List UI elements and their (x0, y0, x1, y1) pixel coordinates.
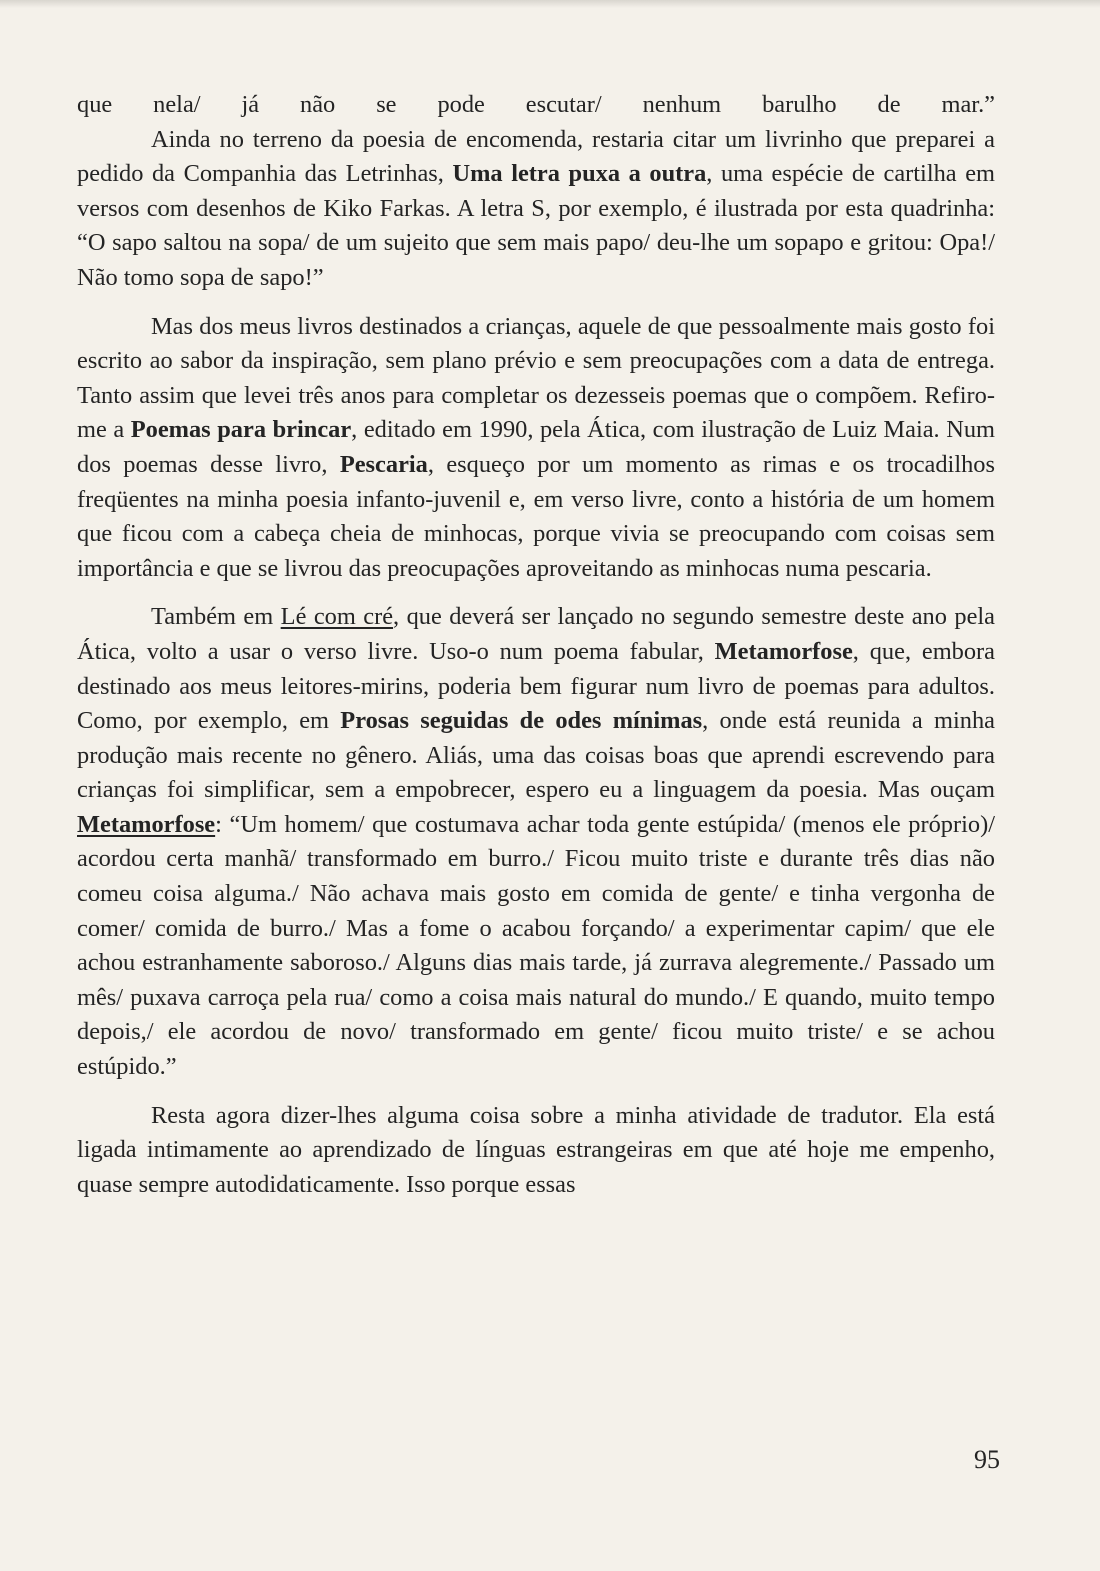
text-run: Ainda no terreno da poesia de encomenda, restaria citar um livrinho que preparei a pedido da Companhia das Letrinhas, (77, 125, 995, 188)
bold-title: Uma letra puxa a outra (452, 160, 707, 188)
bold-title: Prosas seguidas de odes mínimas (340, 707, 703, 735)
text-run: : “Um homem/ que costumava achar toda gente estúpida/ (menos ele próprio)/ acordou certa manhã/ transformado em burro./ Ficou muito triste e durante três dias não comeu coisa alguma./ Não achava mais gosto em comida de gente/ e tinha vergonha de comer/ comida de burro./ Mas a fome o acabou forçando/ a experimentar capim/ que ele achou estranhamente saboroso./ Alguns dias mais tarde, já zurrava alegremente./ Passado um mês/ puxava carroça pela rua/ como a coisa mais natural do mundo./ E quando, muito tempo depois,/ ele acordou de novo/ transformado em gente/ ficou muito triste/ e se achou estúpido.” (77, 810, 995, 1081)
underlined-title: Lé com cré (280, 603, 394, 631)
paragraph-2 (77, 310, 995, 587)
text-run: que nela/ já não se pode escutar/ nenhum barulho de mar.” (77, 91, 995, 118)
paragraph-1 (77, 123, 995, 296)
page-number: 95 (974, 1445, 1000, 1474)
paragraph-3 (77, 600, 995, 1084)
text-run: , que deverá ser lançado no segundo semestre deste ano pela Ática, volto a usar o verso livre. Uso-o num poema fabular, (77, 603, 996, 665)
bold-title: Pescaria (339, 450, 428, 478)
text-run: Mas dos meus livros destinados a crianças, aquele de que pessoalmente mais gosto foi escrito ao sabor da inspiração, sem plano prévio e sem preocupações com a data de entrega. Tanto assim que levei três anos para completar os dezesseis poemas que o compõem. Refiro-me a (77, 312, 995, 444)
body-text (77, 88, 995, 1202)
text-run: , onde está reunida a minha produção mais recente no gênero. Aliás, uma das coisas boas que aprendi escrevendo para crianças foi simplificar, sem a empobrecer, espero eu a linguagem da poesia. Mas ouçam (77, 707, 995, 804)
bold-underlined-title: Metamorfose (77, 810, 216, 838)
text-run: , editado em 1990, pela Ática, com ilustração de Luiz Maia. Num dos poemas desse livro, (77, 416, 995, 478)
text-run: Resta agora dizer-lhes alguma coisa sobre a minha atividade de tradutor. Ela está ligada intimamente ao aprendizado de línguas estrangeiras em que até hoje me empenho, quase sempre autodidaticamente. Isso porque essas (77, 1101, 995, 1198)
text-run: Também em (151, 603, 281, 631)
bold-title: Poemas para brincar (130, 416, 352, 444)
bold-title: Metamorfose (714, 637, 853, 665)
paragraph-0 (77, 88, 995, 123)
paragraph-4 (77, 1099, 995, 1203)
page-top-edge (0, 0, 1100, 8)
text-run: , esqueço por um momento as rimas e os trocadilhos freqüentes na minha poesia infanto-juvenil e, em verso livre, conto a história de um homem que ficou com a cabeça cheia de minhocas, porque vivia se preocupando com coisas sem importância e que se livrou das preocupações aproveitando as minhocas numa pescaria. (77, 450, 995, 582)
text-run: , que, embora destinado aos meus leitores-mirins, poderia bem figurar num livro de poemas para adultos. Como, por exemplo, em (77, 637, 996, 735)
text-run: , uma espécie de cartilha em versos com desenhos de Kiko Farkas. A letra S, por exemplo, é ilustrada por esta quadrinha: “O sapo saltou na sopa/ de um sujeito que sem mais papo/ deu-lhe um sopapo e gritou: Opa!/ Não tomo sopa de sapo!” (77, 160, 995, 291)
